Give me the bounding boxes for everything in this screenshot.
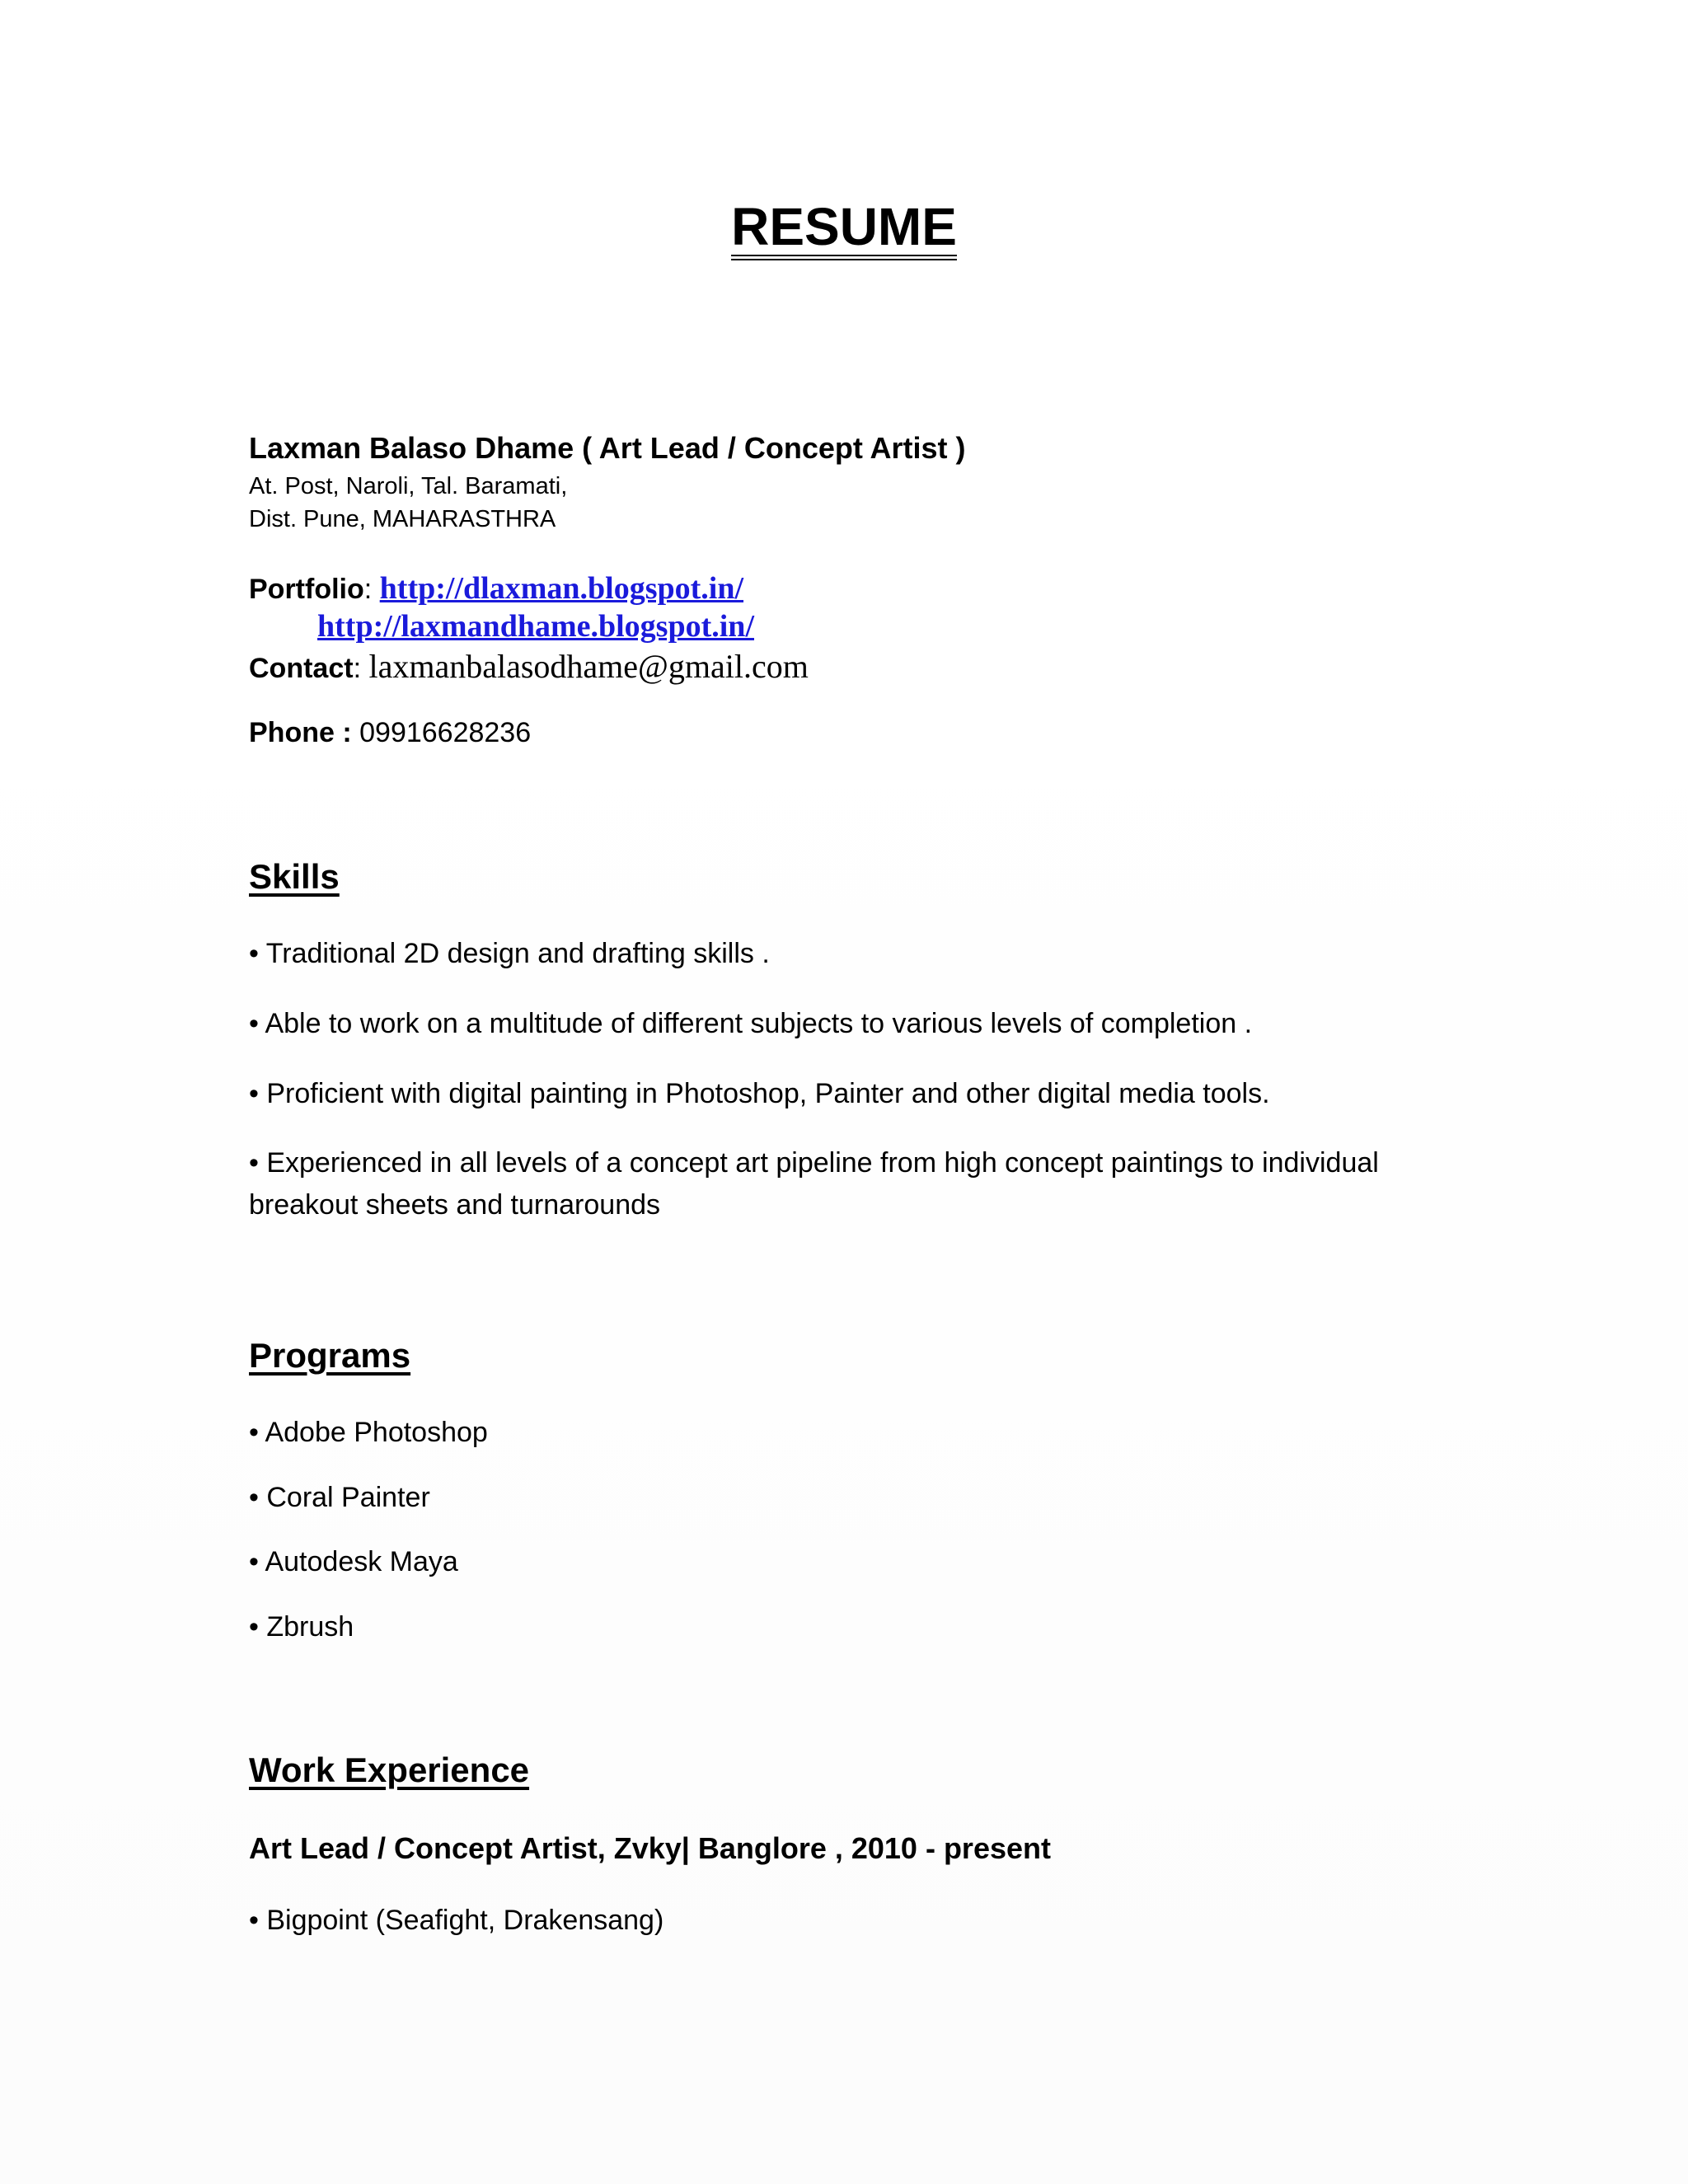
program-item: • Zbrush <box>249 1611 354 1643</box>
work-position: Art Lead / Concept Artist, Zvky| Banglore , 2010 - present <box>249 1831 1051 1865</box>
portfolio-row: Portfolio: http://dlaxman.blogspot.in/ <box>249 571 744 606</box>
contact-label: Contact <box>249 653 354 684</box>
programs-heading: Programs <box>249 1336 411 1375</box>
contact-email: laxmanbalasodhame@gmail.com <box>368 648 809 685</box>
work-item: • Bigpoint (Seafight, Drakensang) <box>249 1905 664 1936</box>
program-item: • Autodesk Maya <box>249 1546 458 1577</box>
portfolio-link-1[interactable]: http://dlaxman.blogspot.in/ <box>379 571 744 606</box>
skill-item: • Experienced in all levels of a concept art pipeline from high concept paintings to individual breakout sheets and turnarounds <box>249 1147 1379 1221</box>
address-line-1: At. Post, Naroli, Tal. Baramati, <box>249 473 568 499</box>
contact-row: Contact: laxmanbalasodhame@gmail.com <box>249 648 809 685</box>
skills-heading: Skills <box>249 857 340 896</box>
program-item: • Adobe Photoshop <box>249 1417 488 1448</box>
address-line-2: Dist. Pune, MAHARASTHRA <box>249 506 556 532</box>
phone-label: Phone : <box>249 717 352 748</box>
program-item: • Coral Painter <box>249 1482 430 1513</box>
work-experience-heading: Work Experience <box>249 1750 530 1789</box>
portfolio-link-2[interactable]: http://laxmandhame.blogspot.in/ <box>317 609 754 644</box>
phone-value: 09916628236 <box>359 717 532 748</box>
skill-item: • Able to work on a multitude of different subjects to various levels of completion . <box>249 1008 1253 1039</box>
portfolio-row-2 <box>317 608 754 644</box>
phone-row <box>249 717 531 749</box>
page-title-text: RESUME <box>731 200 957 260</box>
candidate-name: Laxman Balaso Dhame ( Art Lead / Concept Artist ) <box>249 431 966 465</box>
skill-item: • Proficient with digital painting in Photoshop, Painter and other digital media tools. <box>249 1078 1270 1109</box>
page-title <box>0 197 1688 260</box>
portfolio-label: Portfolio <box>249 574 364 605</box>
skill-item: • Traditional 2D design and drafting skills . <box>249 938 770 969</box>
